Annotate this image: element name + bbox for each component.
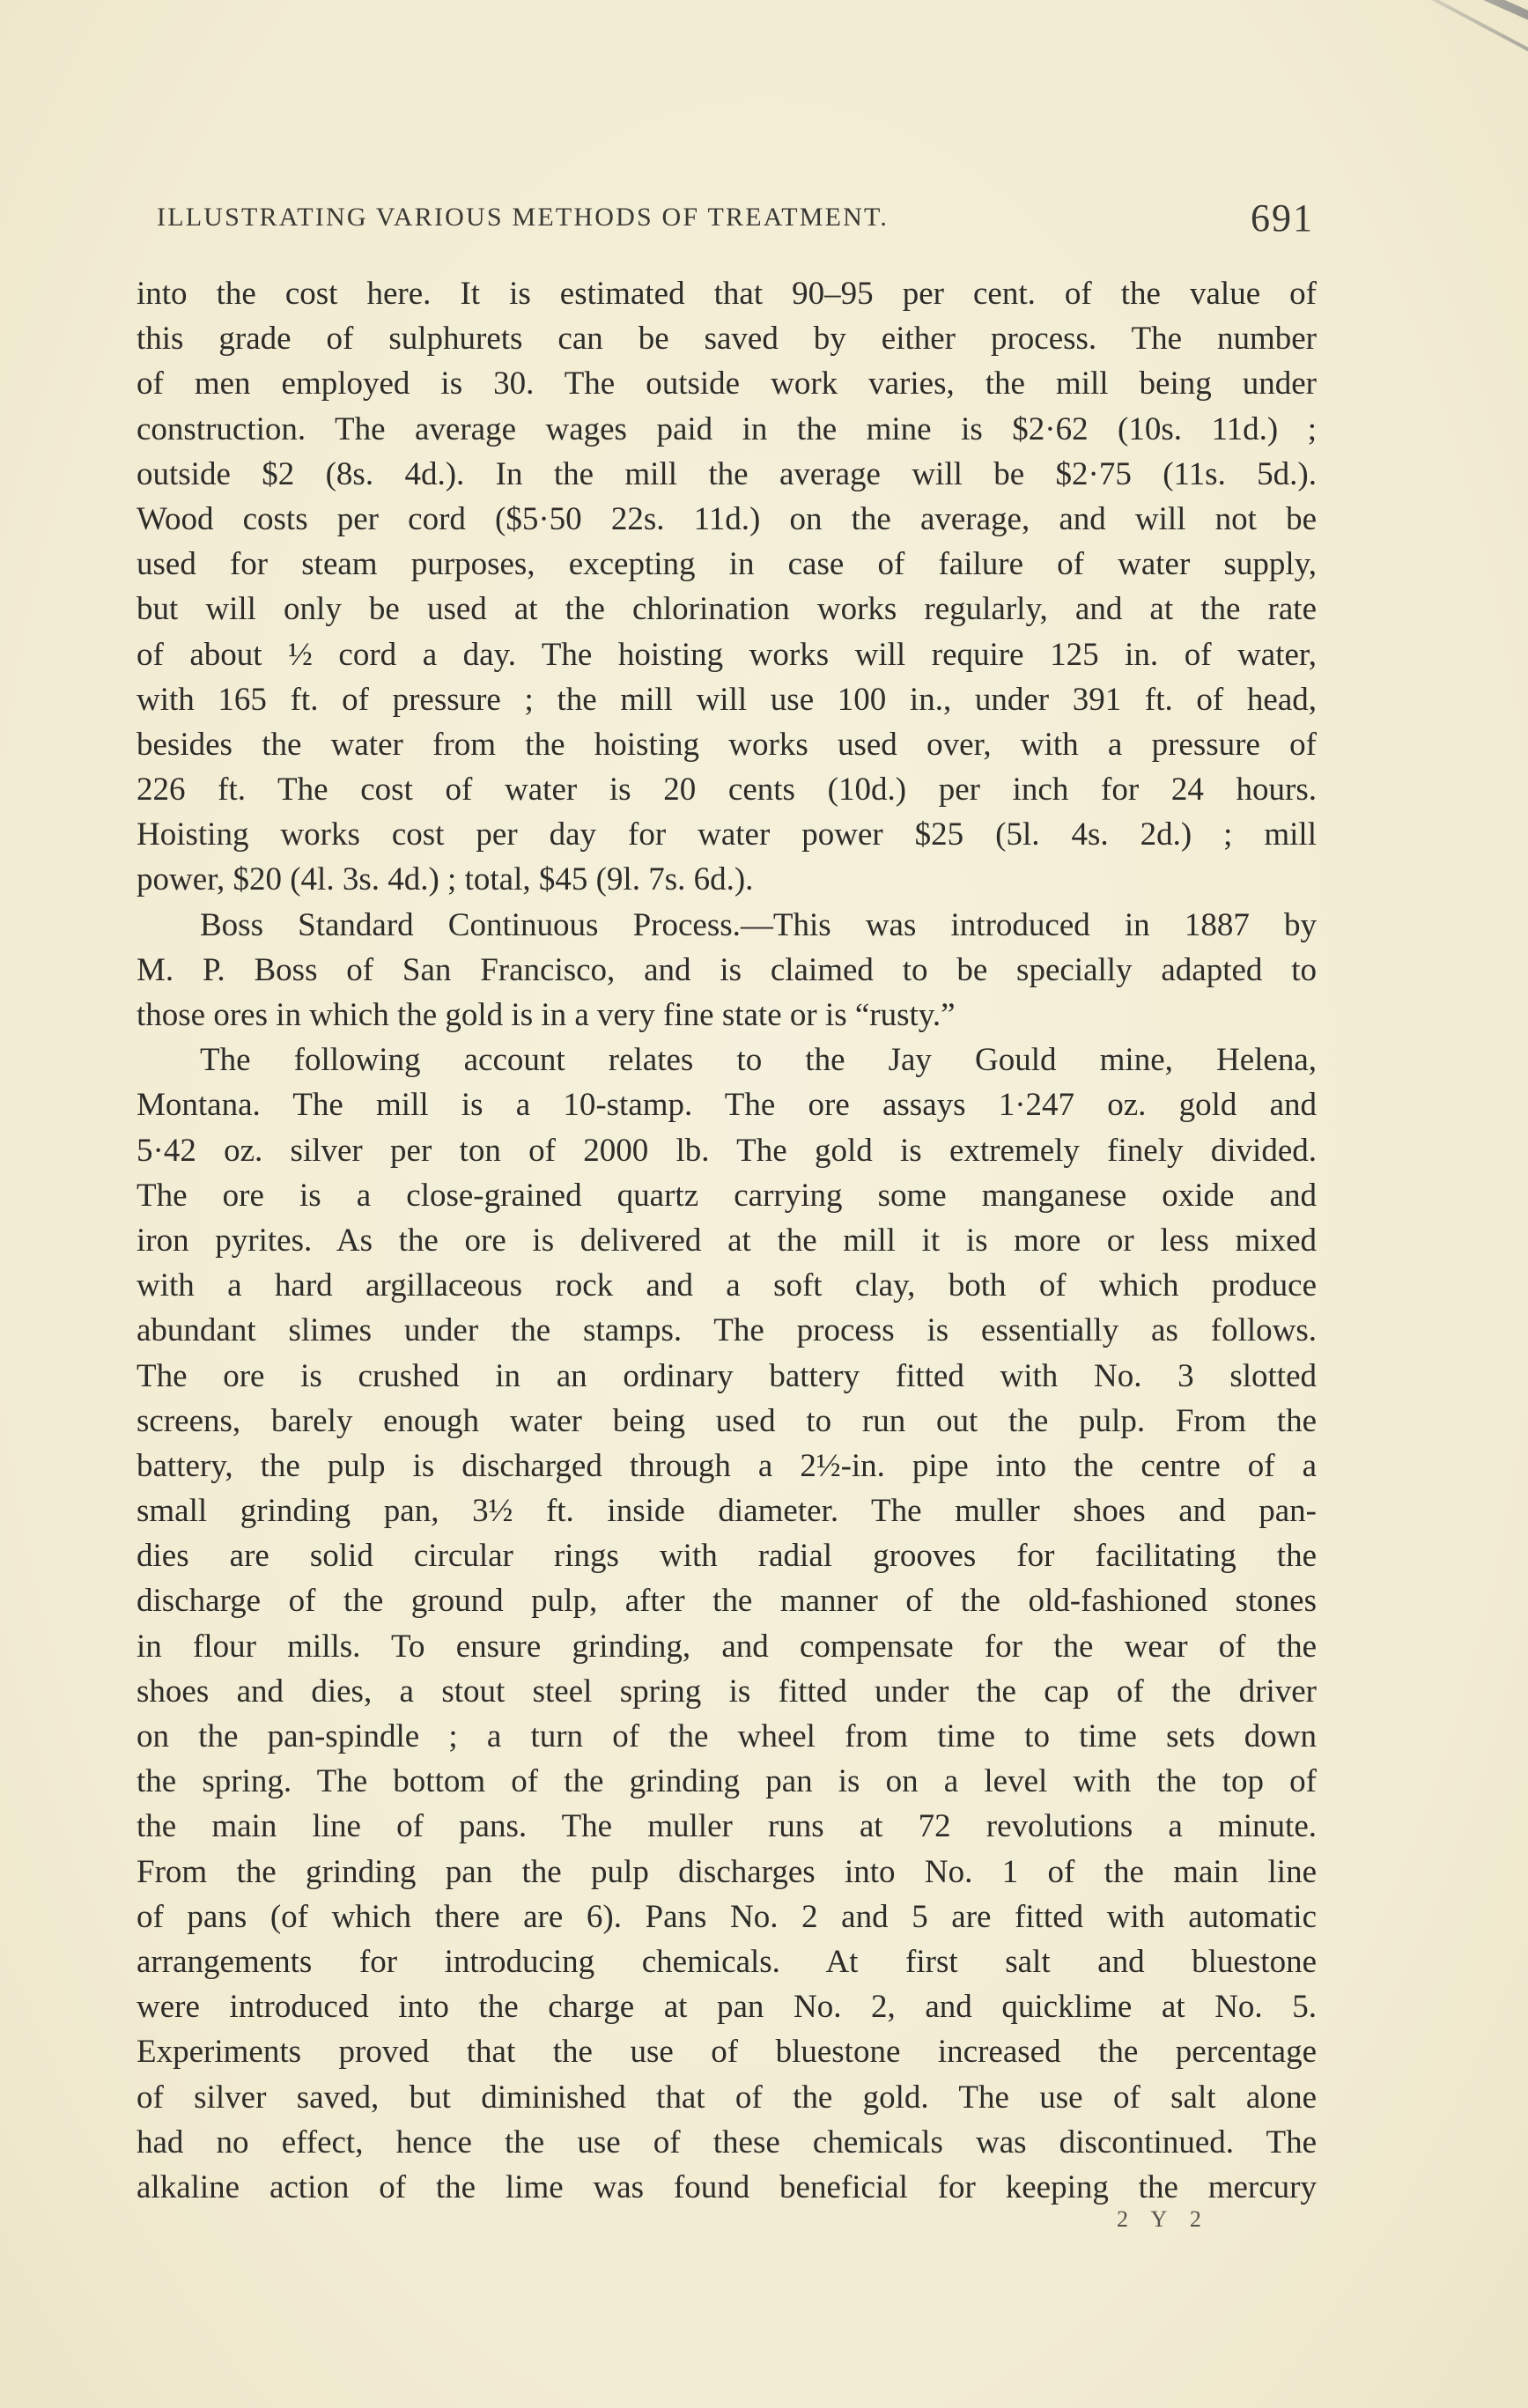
text-line: of silver saved, but diminished that of the gold. The use of salt alone bbox=[137, 2079, 1317, 2116]
text-line: the spring. The bottom of the grinding pan is on a level with the top of bbox=[137, 1763, 1317, 1800]
page-number: 691 bbox=[1251, 196, 1314, 240]
text-line: alkaline action of the lime was found beneficial for keeping the mercury bbox=[137, 2168, 1317, 2205]
text-line-section-start: Boss Standard Continuous Process.—This was introduced in 1887 by bbox=[200, 906, 1317, 943]
page-corner-streak bbox=[1246, 0, 1528, 123]
text-line: with 165 ft. of pressure ; the mill will use 100 in., under 391 ft. of head, bbox=[137, 681, 1317, 718]
text-line: of men employed is 30. The outside work varies, the mill being under bbox=[137, 366, 1317, 403]
text-line: 226 ft. The cost of water is 20 cents (10d.) per inch for 24 hours. bbox=[137, 772, 1317, 809]
text-line-paragraph-start: The following account relates to the Jay Gould mine, Helena, bbox=[200, 1042, 1317, 1079]
corner-streak-line-thin bbox=[1367, 0, 1528, 65]
text-line: were introduced into the charge at pan No. 2, and quicklime at No. 5. bbox=[137, 1989, 1317, 2026]
text-line: dies are solid circular rings with radial grooves for facilitating the bbox=[137, 1538, 1317, 1575]
text-line: but will only be used at the chlorination works regularly, and at the rate bbox=[137, 591, 1317, 628]
text-line: 5·42 oz. silver per ton of 2000 lb. The gold is extremely finely divided. bbox=[137, 1132, 1317, 1169]
text-line: Hoisting works cost per day for water power $25 (5l. 4s. 2d.) ; mill bbox=[137, 816, 1317, 853]
text-line: construction. The average wages paid in the mine is $2·62 (10s. 11d.) ; bbox=[137, 410, 1317, 447]
text-line: Wood costs per cord ($5·50 22s. 11d.) on the average, and will not be bbox=[137, 500, 1317, 537]
text-line: From the grinding pan the pulp discharges into No. 1 of the main line bbox=[137, 1853, 1317, 1890]
text-line: Experiments proved that the use of bluestone increased the percentage bbox=[137, 2034, 1317, 2071]
signature-mark: 2 Y 2 bbox=[1117, 2206, 1210, 2232]
text-line: discharge of the ground pulp, after the manner of the old-fashioned stones bbox=[137, 1583, 1317, 1620]
text-line: of about ½ cord a day. The hoisting works will require 125 in. of water, bbox=[137, 636, 1317, 673]
text-line: iron pyrites. As the ore is delivered at the mill it is more or less mixed bbox=[137, 1222, 1317, 1259]
text-line: in flour mills. To ensure grinding, and compensate for the wear of the bbox=[137, 1628, 1317, 1665]
text-line: outside $2 (8s. 4d.). In the mill the average will be $2·75 (11s. 5d.). bbox=[137, 455, 1317, 492]
text-line: into the cost here. It is estimated that 90–95 per cent. of the value of bbox=[137, 276, 1317, 312]
text-line: The ore is a close-grained quartz carrying some manganese oxide and bbox=[137, 1177, 1317, 1214]
text-line: on the pan-spindle ; a turn of the wheel from time to time sets down bbox=[137, 1718, 1317, 1754]
text-line: shoes and dies, a stout steel spring is fitted under the cap of the driver bbox=[137, 1673, 1317, 1710]
text-line: small grinding pan, 3½ ft. inside diameter. The muller shoes and pan- bbox=[137, 1493, 1317, 1530]
body-text bbox=[137, 271, 1317, 2210]
text-line: besides the water from the hoisting works used over, with a pressure of bbox=[137, 726, 1317, 763]
text-line: The ore is crushed in an ordinary battery fitted with No. 3 slotted bbox=[137, 1357, 1317, 1394]
text-line: Montana. The mill is a 10-stamp. The ore assays 1·247 oz. gold and bbox=[137, 1087, 1317, 1124]
text-line: of pans (of which there are 6). Pans No. 2 and 5 are fitted with automatic bbox=[137, 1898, 1317, 1935]
text-line: the main line of pans. The muller runs at 72 revolutions a minute. bbox=[137, 1808, 1317, 1845]
text-line: with a hard argillaceous rock and a soft clay, both of which produce bbox=[137, 1267, 1317, 1304]
text-line: arrangements for introducing chemicals. At first salt and bluestone bbox=[137, 1943, 1317, 1980]
text-line: had no effect, hence the use of these chemicals was discontinued. The bbox=[137, 2124, 1317, 2161]
text-line: M. P. Boss of San Francisco, and is claimed to be specially adapted to bbox=[137, 951, 1317, 988]
text-line: power, $20 (4l. 3s. 4d.) ; total, $45 (9l. 7s. 6d.). bbox=[137, 861, 754, 898]
text-line: this grade of sulphurets can be saved by either process. The number bbox=[137, 321, 1317, 358]
text-line: screens, barely enough water being used to run out the pulp. From the bbox=[137, 1402, 1317, 1439]
text-line: battery, the pulp is discharged through a 2½-in. pipe into the centre of a bbox=[137, 1447, 1317, 1484]
text-line: abundant slimes under the stamps. The process is essentially as follows. bbox=[137, 1312, 1317, 1349]
running-head: ILLUSTRATING VARIOUS METHODS OF TREATMENT. bbox=[157, 203, 889, 232]
text-line: used for steam purposes, excepting in case of failure of water supply, bbox=[137, 546, 1317, 583]
text-line: those ores in which the gold is in a very fine state or is “rusty.” bbox=[137, 997, 956, 1033]
